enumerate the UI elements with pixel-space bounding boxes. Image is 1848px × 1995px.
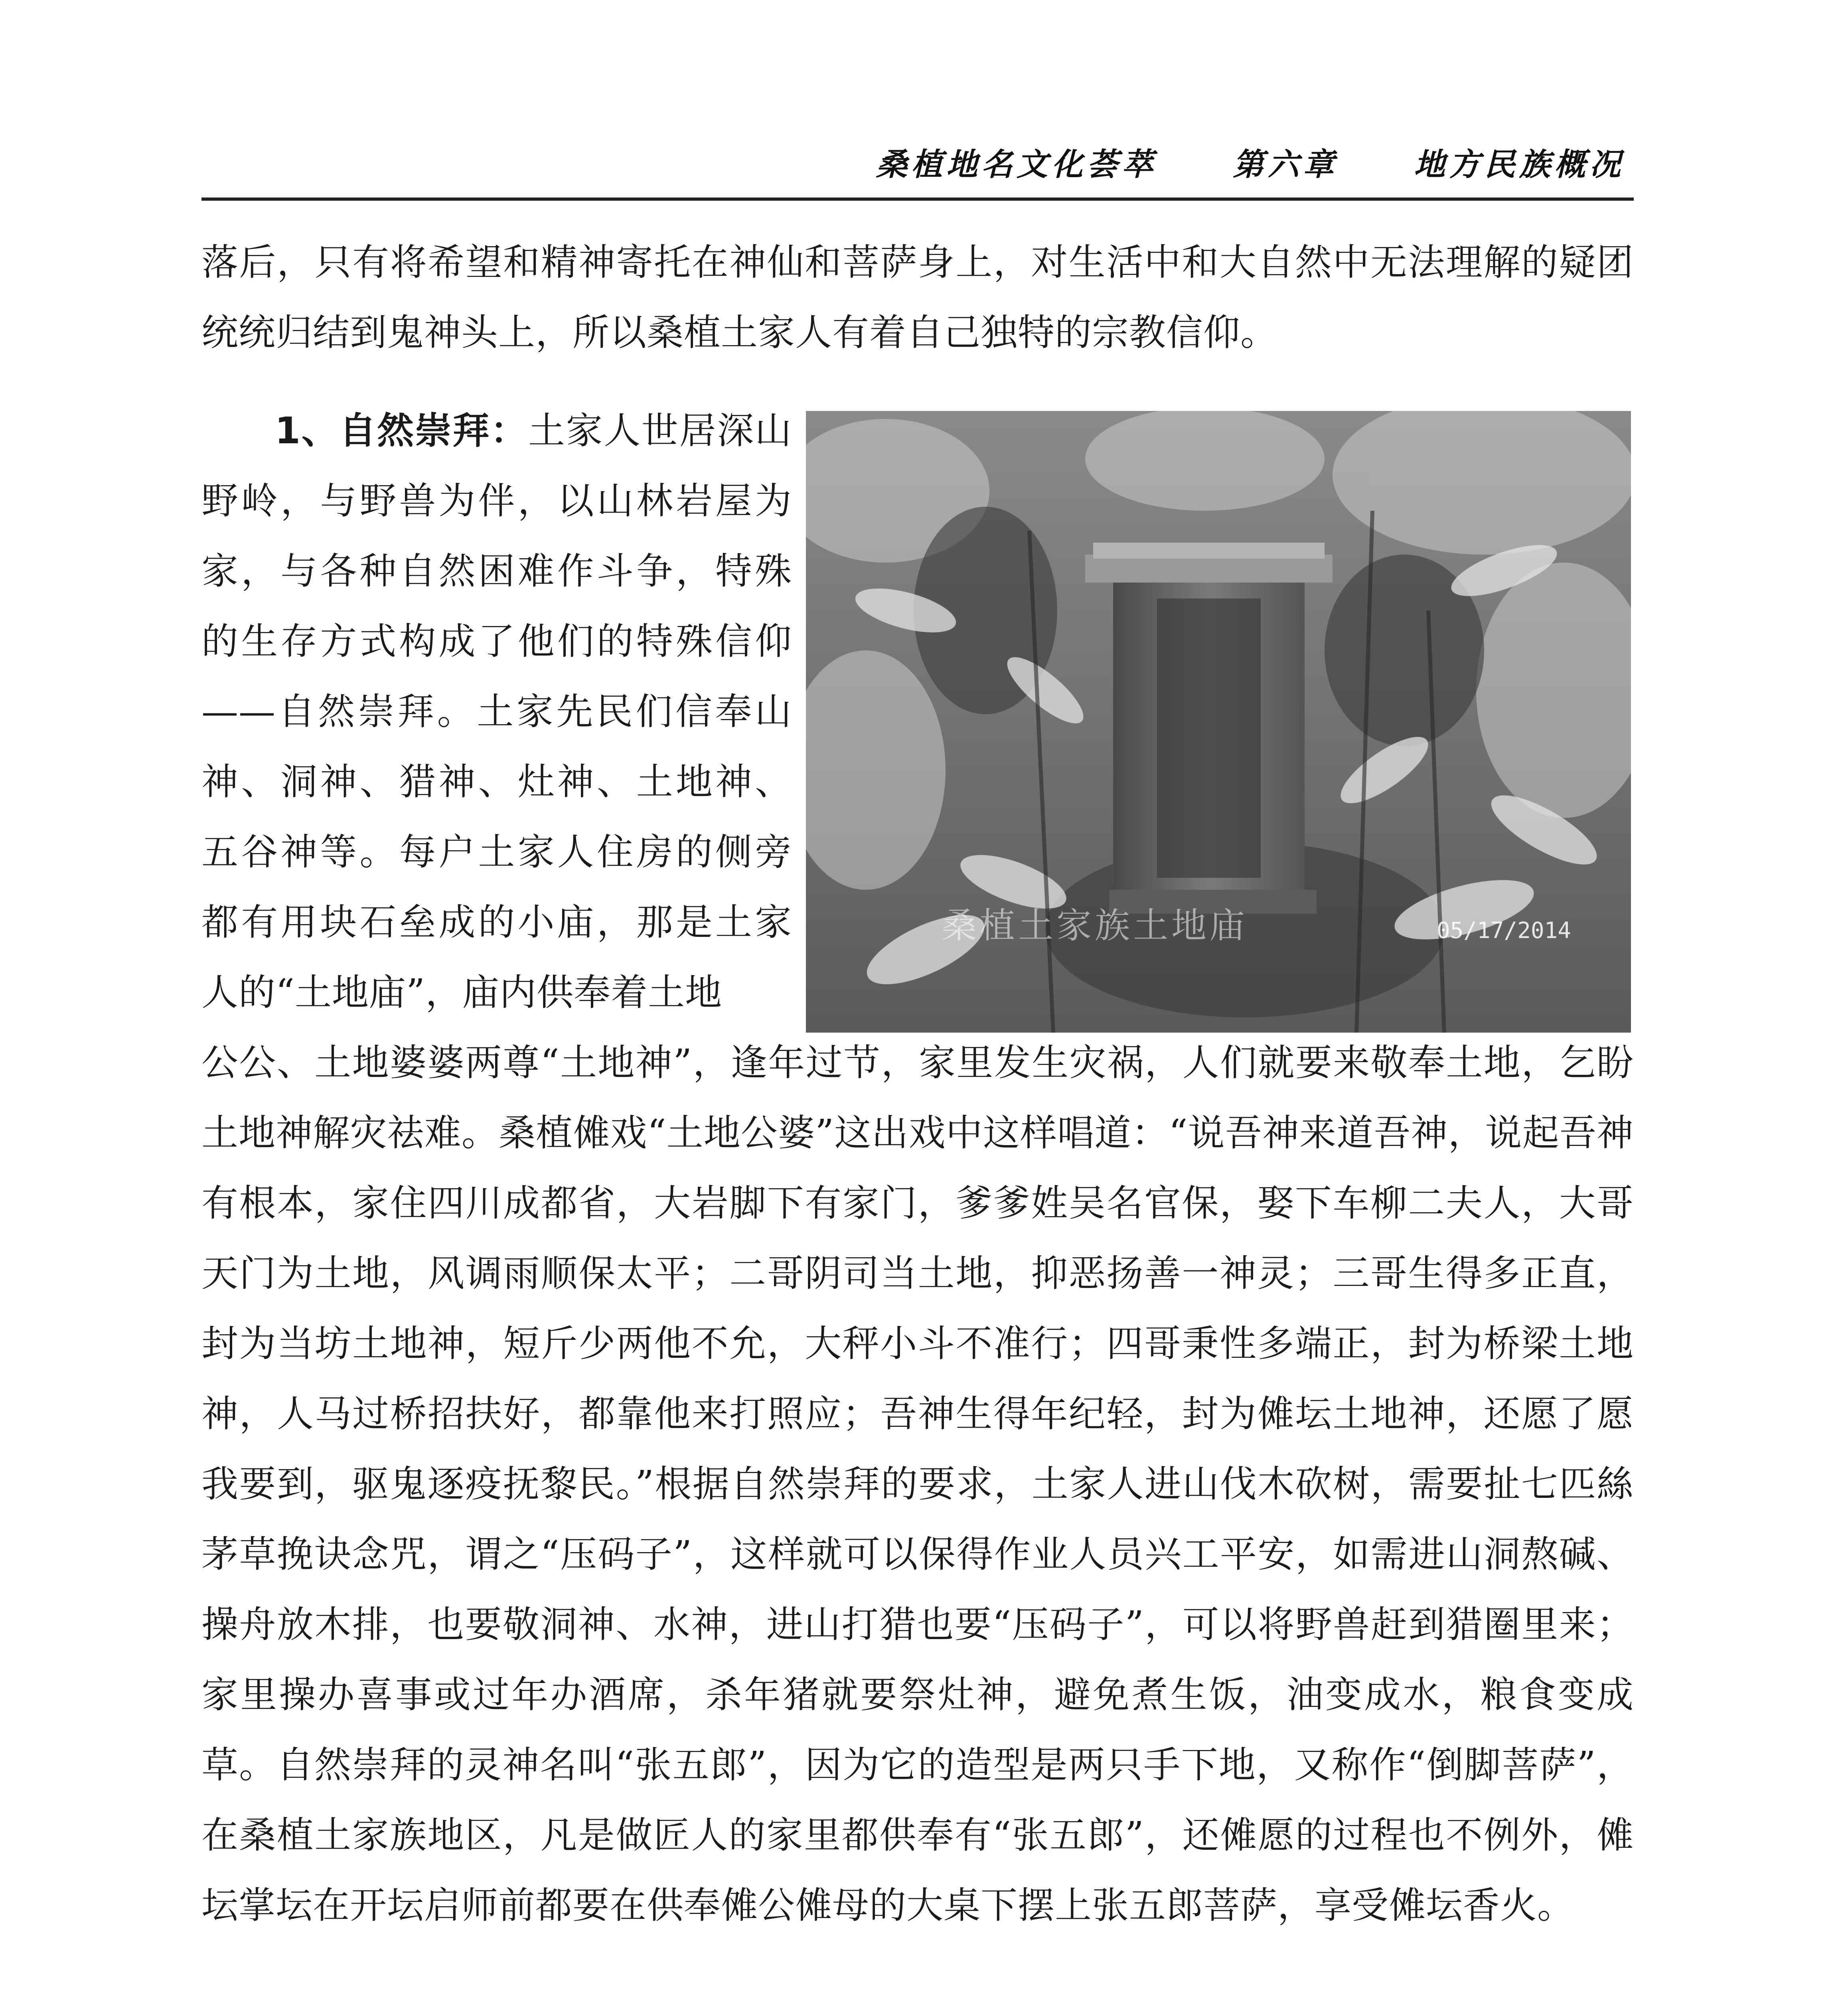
photo-date-stamp: 05/17/2014 xyxy=(1436,918,1571,944)
header-rule xyxy=(201,198,1634,201)
shrine-photo xyxy=(806,411,1631,1033)
nature-worship-paragraph-left xyxy=(201,396,792,1028)
shrine-roof xyxy=(1085,555,1333,583)
intro-paragraph: 落后，只有将希望和精神寄托在神仙和菩萨身上，对生活中和大自然中无法理解的疑团统统归结到鬼神头上，所以桑植土家人有着自己独特的宗教信仰。 xyxy=(201,241,1634,354)
photo-caption: 桑植土家族土地庙 xyxy=(942,905,1248,946)
nature-worship-paragraph-full: 公公、土地婆婆两尊“土地神”，逢年过节，家里发生灾祸，人们就要来敬奉土地，乞盼土地神解灾祛难。桑植傩戏“土地公婆”这出戏中这样唱道：“说吾神来道吾神，说起吾神有根本，家住四川成都省，大岩脚下有家门，爹爹姓吴名官保，娶下车柳二夫人，大哥天门为土地，风调雨顺保太平；二哥阴司当土地，抑恶扬善一神灵；三哥生得多正直，封为当坊土地神，短斤少两他不允，大秤小斗不准行；四哥秉性多端正，封为桥梁土地神，人马过桥招扶好，都靠他来打照应；吾神生得年纪轻，封为傩坛土地神，还愿了愿我要到，驱鬼逐疫抚黎民。”根据自然崇拜的要求，土家人进山伐木砍树，需要扯七匹絲茅草挽诀念咒，谓之“压码子”，这样就可以保得作业人员兴工平安，如需进山洞熬碱、操舟放木排，也要敬洞神、水神，进山打猎也要“压码子”，可以将野兽赶到猎圈里来；家里操办喜事或过年办酒席，杀年猪就要祭灶神，避免煮生饭，油变成水，粮食变成草。自然崇拜的灵神名叫“张五郎”，因为它的造型是两只手下地，又称作“倒脚菩萨”，在桑植土家族地区，凡是做匠人的家里都供奉有“张五郎”，还傩愿的过程也不例外，傩坛掌坛在开坛启师前都要在供奉傩公傩母的大桌下摆上张五郎菩萨，享受傩坛香火。 xyxy=(201,1041,1634,1927)
book-title: 桑植地名文化荟萃 xyxy=(876,146,1157,183)
running-header xyxy=(876,140,1625,184)
nature-worship-heading: 1、自然崇拜： xyxy=(275,409,528,452)
chapter-label: 第六章 xyxy=(1232,146,1338,183)
nature-worship-text-left: 土家人世居深山野岭，与野兽为伴，以山林岩屋为家，与各种自然困难作斗争，特殊的生存方式构成了他们的特殊信仰——自然崇拜。土家先民们信奉山神、洞神、猎神、灶神、土地神、五谷神等。每户土家人住房的侧旁都有用块石垒成的小庙，那是土家人的“土地庙”，庙内供奉着土地 xyxy=(201,409,792,1014)
section-title: 地方民族概况 xyxy=(1414,146,1625,183)
